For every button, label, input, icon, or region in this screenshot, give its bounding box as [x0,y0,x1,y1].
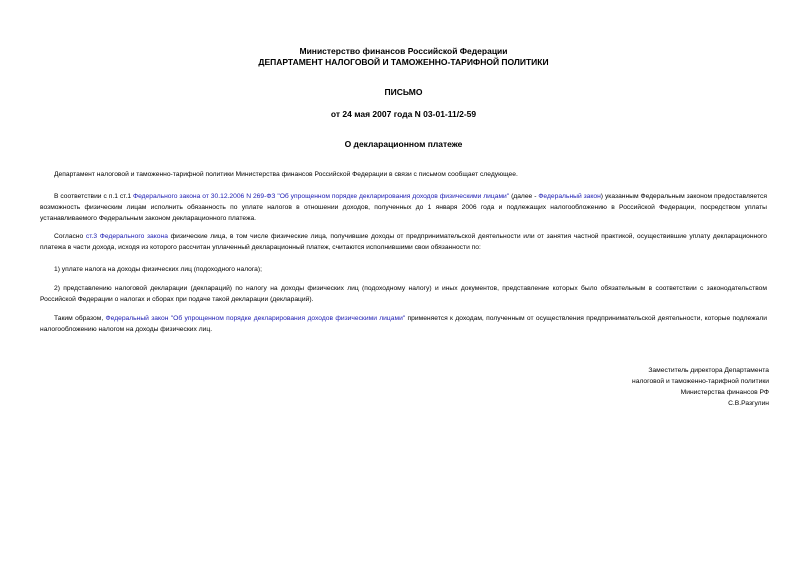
article-3-link[interactable]: ст.3 Федерального закона [85,233,168,240]
paragraph-intro [40,169,767,180]
paragraph-text: Таким образом, [54,315,106,322]
signature-ministry: Министерства финансов РФ [680,389,769,396]
paragraph-text: ) указанным Федеральным законом предоставляется возможность физическим лицам исполнить обязанность по уплате налогов в отношении доходов, полученных до 1 января 2006 года и подлежащих налогообложению в Российской Федерации, посредством уплаты устанавливаемого Федеральным законом декларационного платежа. [40,193,767,222]
paragraph-conclusion [40,313,767,335]
federal-law-link[interactable]: Федерального закона от 30.12.2006 N 269-ФЗ "Об упрощенном порядке декларирования доходов физическими лицами" [132,193,510,200]
paragraph-text: (далее - [509,193,539,200]
federal-law-short-link[interactable]: Федеральный закон [538,193,601,200]
paragraph-text: применяется к доходам, полученным от осуществления предпринимательской деятельности, которые подлежали налогообложению налогом на доходы физических лиц. [40,315,767,333]
document-date-number: от 24 мая 2007 года N 03-01-11/2-59 [330,109,477,119]
signature-position: Заместитель директора Департамента [648,367,769,374]
paragraph-text: Согласно [54,233,86,240]
department-title: ДЕПАРТАМЕНТ НАЛОГОВОЙ И ТАМОЖЕННО-ТАРИФНОЙ ПОЛИТИКИ [258,57,549,67]
document-type: ПИСЬМО [384,87,423,97]
paragraph-item-2 [40,283,767,305]
paragraph-law-reference [40,191,767,224]
list-item-text: 1) уплате налога на доходы физических лиц (подоходного налога); [54,266,262,273]
paragraph-intro-text: Департамент налоговой и таможенно-тарифной политики Министерства финансов Российской Федерации в связи с письмом сообщает следующее. [54,171,518,178]
document-subject: О декларационном платеже [344,139,463,149]
paragraph-text: В соответствии с п.1 ст.1 [54,193,133,200]
paragraph-item-1 [40,264,767,275]
ministry-title: Министерство финансов Российской Федерации [299,46,508,56]
signature-department: налоговой и таможенно-тарифной политики [632,378,769,385]
paragraph-text: физические лица, в том числе физические лица, получившие доходы от предпринимательской деятельности или от занятия частной практикой, осуществившие уплату декларационного платежа в части дохода, исходя из которого рассчитан уплаченный декларационный платеж, считаются исполнившими свои обязанности по: [40,233,768,251]
signature-name: С.В.Разгулин [728,400,769,407]
paragraph-article-3 [40,231,767,253]
list-item-text: 2) представлению налоговой декларации (деклараций) по налогу на доходы физических лиц (подоходному налогу) и иных документов, представление которых было обязательным в соответствии с законодательством Российской Федерации о налогах и сборах при подаче такой декларации (деклараций). [40,285,767,303]
federal-law-title-link[interactable]: Федеральный закон "Об упрощенном порядке декларирования доходов физическими лицами" [105,315,406,322]
